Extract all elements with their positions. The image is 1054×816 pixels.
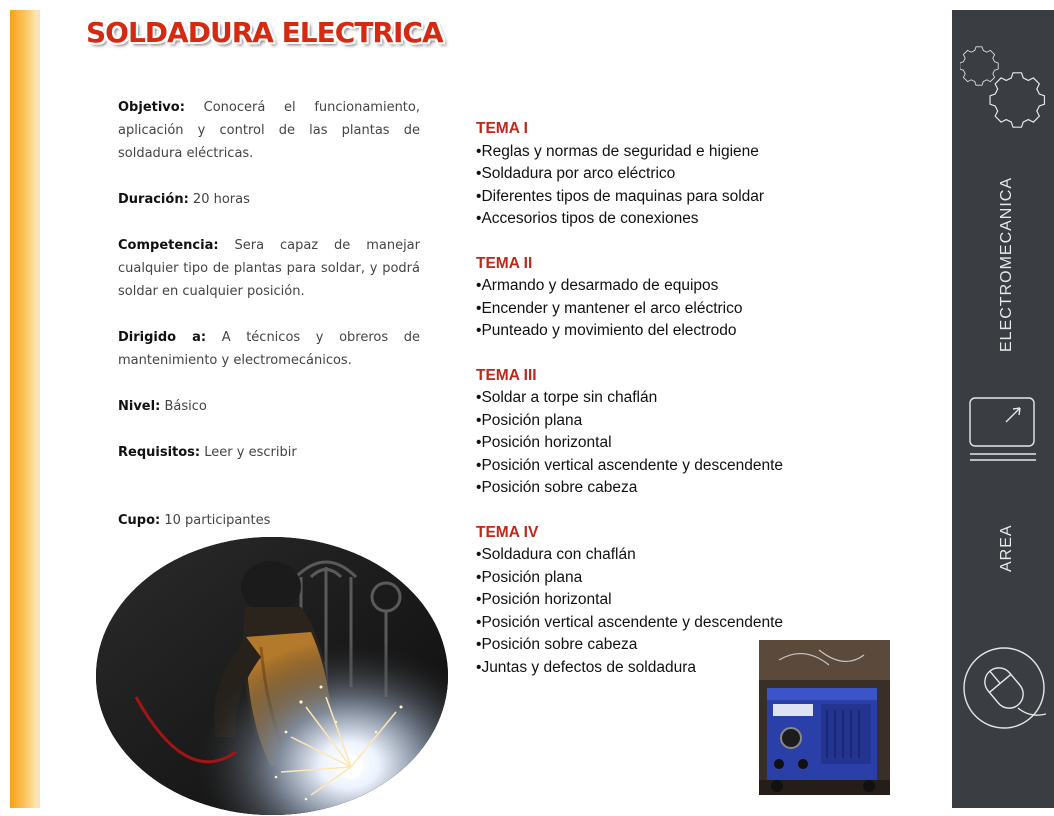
laptop-cursor-icon [966, 392, 1042, 468]
info-value: 20 horas [192, 192, 250, 207]
topic-item: • Accesorios tipos de conexiones [476, 208, 876, 231]
info-label: Competencia: [118, 238, 219, 253]
topic-2 [476, 253, 876, 343]
info-label: Dirigido a: [118, 330, 207, 345]
topic-3 [476, 365, 876, 500]
gears-icon [960, 40, 1050, 130]
welder-photo [96, 537, 448, 815]
info-objetivo [118, 96, 420, 165]
topic-title: TEMA IV [476, 523, 539, 541]
topic-item: • Diferentes tipos de maquinas para soldar [476, 186, 876, 209]
info-value: Básico [164, 399, 207, 414]
info-value: 10 participantes [164, 513, 271, 528]
info-requisitos [118, 441, 420, 464]
topics-list [476, 118, 876, 701]
info-value: Sera capaz de manejar cualquier tipo de plantas para soldar, y podrá soldar en cualquier posición. [118, 238, 420, 299]
topic-title: TEMA I [476, 120, 528, 137]
course-info [118, 96, 420, 555]
info-value: A técnicos y obreros de mantenimiento y electromecánicos. [118, 330, 420, 368]
info-label: Nivel: [118, 399, 161, 414]
topic-item: • Posición horizontal [476, 432, 876, 455]
info-label: Requisitos: [118, 445, 201, 460]
sidebar-label-area: AREA [998, 524, 1015, 572]
topic-item: • Posición sobre cabeza [476, 634, 876, 657]
topic-item: • Reglas y normas de seguridad e higiene [476, 141, 876, 164]
topic-1 [476, 118, 876, 231]
info-value: Leer y escribir [204, 445, 297, 460]
topic-item: • Soldadura con chaflán [476, 544, 876, 567]
topic-item: • Juntas y defectos de soldadura [476, 657, 876, 680]
welding-machine-photo [759, 640, 890, 795]
info-label: Duración: [118, 192, 189, 207]
info-nivel [118, 395, 420, 418]
sidebar-label-electromecanica: ELECTROMECANICA [998, 176, 1015, 352]
topic-item: • Encender y mantener el arco eléctrico [476, 298, 876, 321]
topic-title: TEMA II [476, 254, 533, 272]
info-duracion [118, 188, 420, 211]
left-accent-stripe [10, 10, 36, 808]
info-cupo [118, 509, 420, 532]
right-sidebar [952, 10, 1054, 808]
topic-item: • Punteado y movimiento del electrodo [476, 320, 876, 343]
left-accent-stripe-edge [36, 10, 40, 808]
info-label: Objetivo: [118, 100, 185, 115]
topic-item: • Posición plana [476, 567, 876, 590]
info-value: Conocerá el funcionamiento, aplicación y control de las plantas de soldadura eléctricas. [118, 100, 420, 161]
info-competencia [118, 234, 420, 303]
page-title: SOLDADURA ELECTRICA [86, 16, 443, 49]
mouse-icon [958, 642, 1050, 734]
topic-item: • Posición vertical ascendente y descendente [476, 612, 876, 635]
topic-title: TEMA III [476, 366, 537, 384]
topic-item: • Soldadura por arco eléctrico [476, 163, 876, 186]
topic-item: • Armando y desarmado de equipos [476, 275, 876, 298]
info-dirigido [118, 326, 420, 372]
info-label: Cupo: [118, 513, 161, 528]
topic-item: • Posición horizontal [476, 589, 876, 612]
topic-item: • Posición sobre cabeza [476, 477, 876, 500]
topic-item: • Soldar a torpe sin chaflán [476, 387, 876, 410]
topic-item: • Posición plana [476, 410, 876, 433]
topic-item: • Posición vertical ascendente y descendente [476, 455, 876, 478]
